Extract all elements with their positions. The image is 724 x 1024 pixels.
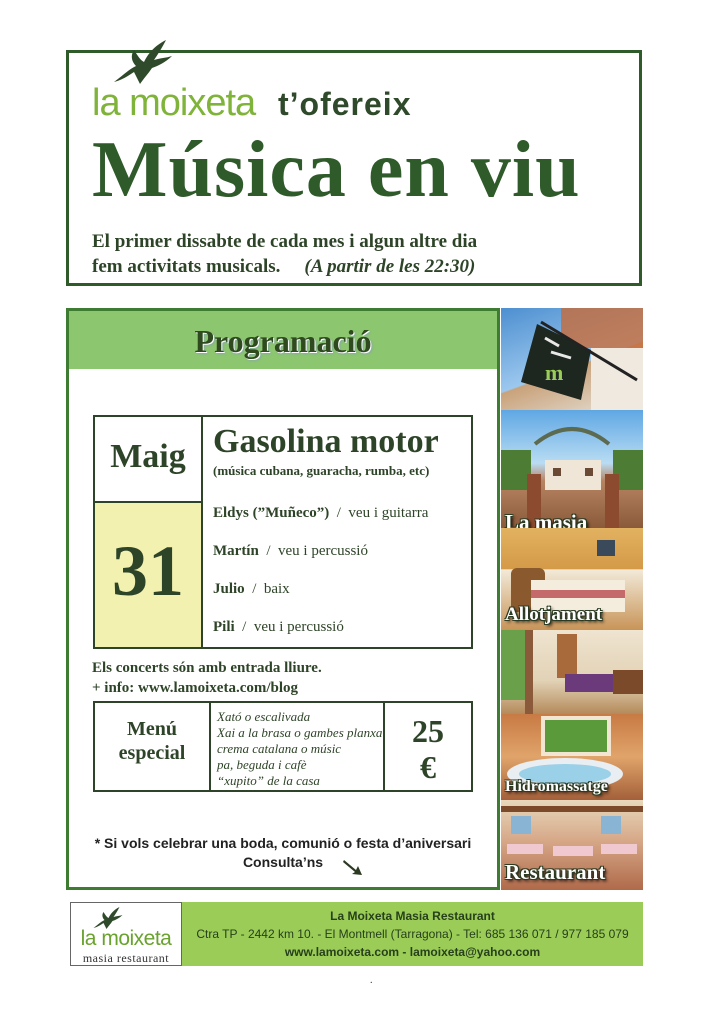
flag-sign-icon: [501, 308, 643, 410]
blog-link[interactable]: + info: www.lamoixeta.com/blog: [92, 680, 299, 696]
intro-text: [92, 229, 477, 279]
program-title: Programació: [194, 323, 372, 359]
footer-business-name: La Moixeta Masia Restaurant: [330, 909, 495, 923]
page-title: Música en viu: [92, 126, 581, 214]
photo-restaurant: [501, 800, 643, 890]
band-member: [213, 505, 428, 522]
footer-web-email[interactable]: www.lamoixeta.com - lamoixeta@yahoo.com: [284, 945, 541, 959]
menu-label-line-1: Menú: [127, 718, 177, 740]
member-name: Martín: [213, 543, 259, 559]
footer-contact: [182, 902, 643, 966]
note-line-1: * Si vols celebrar una boda, comunió o festa d’aniversari: [94, 835, 472, 851]
intro-time: (A partir de les 22:30): [304, 256, 476, 277]
intro-line-1: El primer dissabte de cada mes i algun altre dia: [92, 231, 478, 252]
photo-label-hidromassatge: Hidromassatge: [505, 778, 608, 795]
menu-price: [385, 713, 471, 785]
svg-text:m: m: [545, 360, 564, 385]
member-name: Julio: [213, 581, 245, 597]
photo-allotjament: [501, 528, 643, 630]
concert-info: [92, 658, 322, 698]
offer-text: t’ofereix: [278, 86, 412, 122]
member-separator: /: [252, 581, 257, 597]
photo-masia: [501, 410, 643, 528]
photo-label-restaurant: Restaurant: [505, 860, 606, 884]
note-line-2: Consulta’ns: [242, 854, 324, 870]
menu-items: [209, 703, 385, 790]
price-currency: €: [420, 749, 436, 785]
photo-sign: [501, 308, 643, 410]
arrow-down-right-icon: [342, 857, 364, 877]
menu-item: “xupito” de la casa: [217, 773, 320, 788]
photo-room: [501, 630, 643, 714]
band-member: [213, 581, 290, 598]
band-genre: (música cubana, guaracha, rumba, etc): [213, 463, 430, 478]
member-separator: /: [336, 505, 341, 521]
info-line-1: Els concerts són amb entrada lliure.: [92, 660, 322, 676]
intro-line-2: [92, 254, 477, 279]
member-separator: /: [266, 543, 271, 559]
program-header: [69, 311, 497, 369]
member-separator: /: [242, 619, 247, 635]
member-role: veu i guitarra: [348, 505, 429, 521]
band-member: [213, 619, 344, 636]
member-name: Eldys (”Muñeco”): [213, 505, 330, 521]
menu-item: pa, beguda i cafè: [217, 757, 307, 772]
menu-label-line-2: especial: [118, 742, 186, 764]
room-icon: [501, 630, 643, 714]
footer-logo-name: la moixeta: [80, 927, 172, 950]
photo-label-allotjament: Allotjament: [505, 604, 603, 625]
event-month: Maig: [110, 438, 186, 475]
menu-item: Xató o escalivada: [217, 709, 311, 724]
photo-hidromassatge: [501, 714, 643, 800]
page-dot: .: [370, 975, 373, 986]
band-name: Gasolina motor: [213, 423, 439, 460]
event-day: 31: [112, 531, 184, 611]
member-role: baix: [263, 581, 290, 597]
event-box: [93, 415, 473, 649]
price-value: 25: [412, 713, 444, 749]
intro-line-2-text: fem activitats musicals.: [92, 256, 281, 277]
footer-logo: [70, 902, 182, 966]
member-name: Pili: [213, 619, 235, 635]
month-cell: [95, 417, 203, 503]
brand-name: la moixeta: [92, 82, 256, 124]
day-cell: [95, 503, 203, 647]
menu-label: [95, 717, 209, 765]
member-role: veu i percussió: [253, 619, 344, 635]
menu-item: Xai a la brasa o gambes planxa: [217, 725, 383, 740]
footer-logo-sub: masia restaurant: [82, 951, 170, 965]
photo-strip: [501, 308, 643, 890]
footer-address: Ctra TP - 2442 km 10. - El Montmell (Tarragona) - Tel: 685 136 071 / 977 185 079: [196, 927, 629, 941]
celebration-note: [66, 834, 500, 872]
member-role: veu i percussió: [278, 543, 368, 559]
menu-item: crema catalana o músic: [217, 741, 342, 756]
band-member: [213, 543, 368, 560]
photo-label-masia: La masia: [505, 510, 588, 528]
special-menu-box: [93, 701, 473, 792]
